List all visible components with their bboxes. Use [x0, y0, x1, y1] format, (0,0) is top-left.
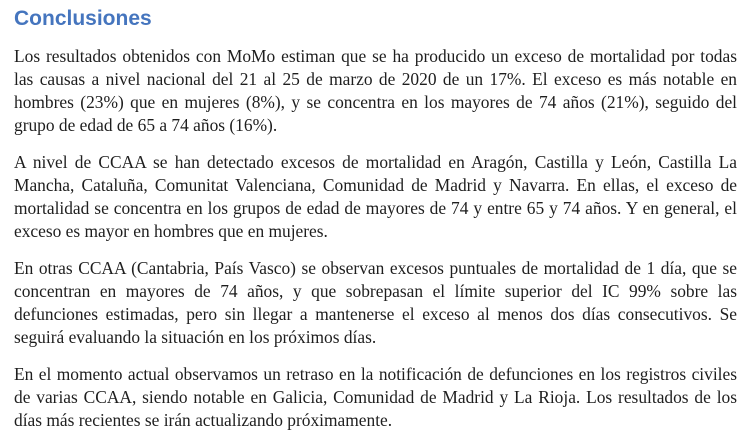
- paragraph-notification-delay: En el momento actual observamos un retraso en la notificación de defunciones en los registros civiles de varias CCAA, siendo notable en Galicia, Comunidad de Madrid y La Rioja. Los resultados de los días más recientes se irán actualizando próximamente.: [14, 364, 737, 430]
- paragraph-mortality-summary: Los resultados obtenidos con MoMo estiman que se ha producido un exceso de mortalidad por todas las causas a nivel nacional del 21 al 25 de marzo de 2020 de un 17%. El exceso es más notable en hombres (23%) que en mujeres (8%), y se concentra en los mayores de 74 años (21%), seguido del grupo de edad de 65 a 74 años (16%).: [14, 46, 737, 135]
- section-heading: Conclusiones: [14, 7, 152, 30]
- paragraph-ccaa-excess: A nivel de CCAA se han detectado excesos de mortalidad en Aragón, Castilla y León, Castilla La Mancha, Cataluña, Comunitat Valenciana, Comunidad de Madrid y Navarra. En ellas, el exceso de mortalidad se concentra en los grupos de edad de mayores de 74 y entre 65 y 74 años. Y en general, el exceso es mayor en hombres que en mujeres.: [14, 152, 737, 241]
- paragraph-other-ccaa: En otras CCAA (Cantabria, País Vasco) se observan excesos puntuales de mortalidad de 1 día, que se concentran en mayores de 74 años, y que sobrepasan el límite superior del IC 99% sobre las defunciones estimadas, pero sin llegar a mantenerse el exceso al menos dos días consecutivos. Se seguirá evaluando la situación en los próximos días.: [14, 258, 737, 347]
